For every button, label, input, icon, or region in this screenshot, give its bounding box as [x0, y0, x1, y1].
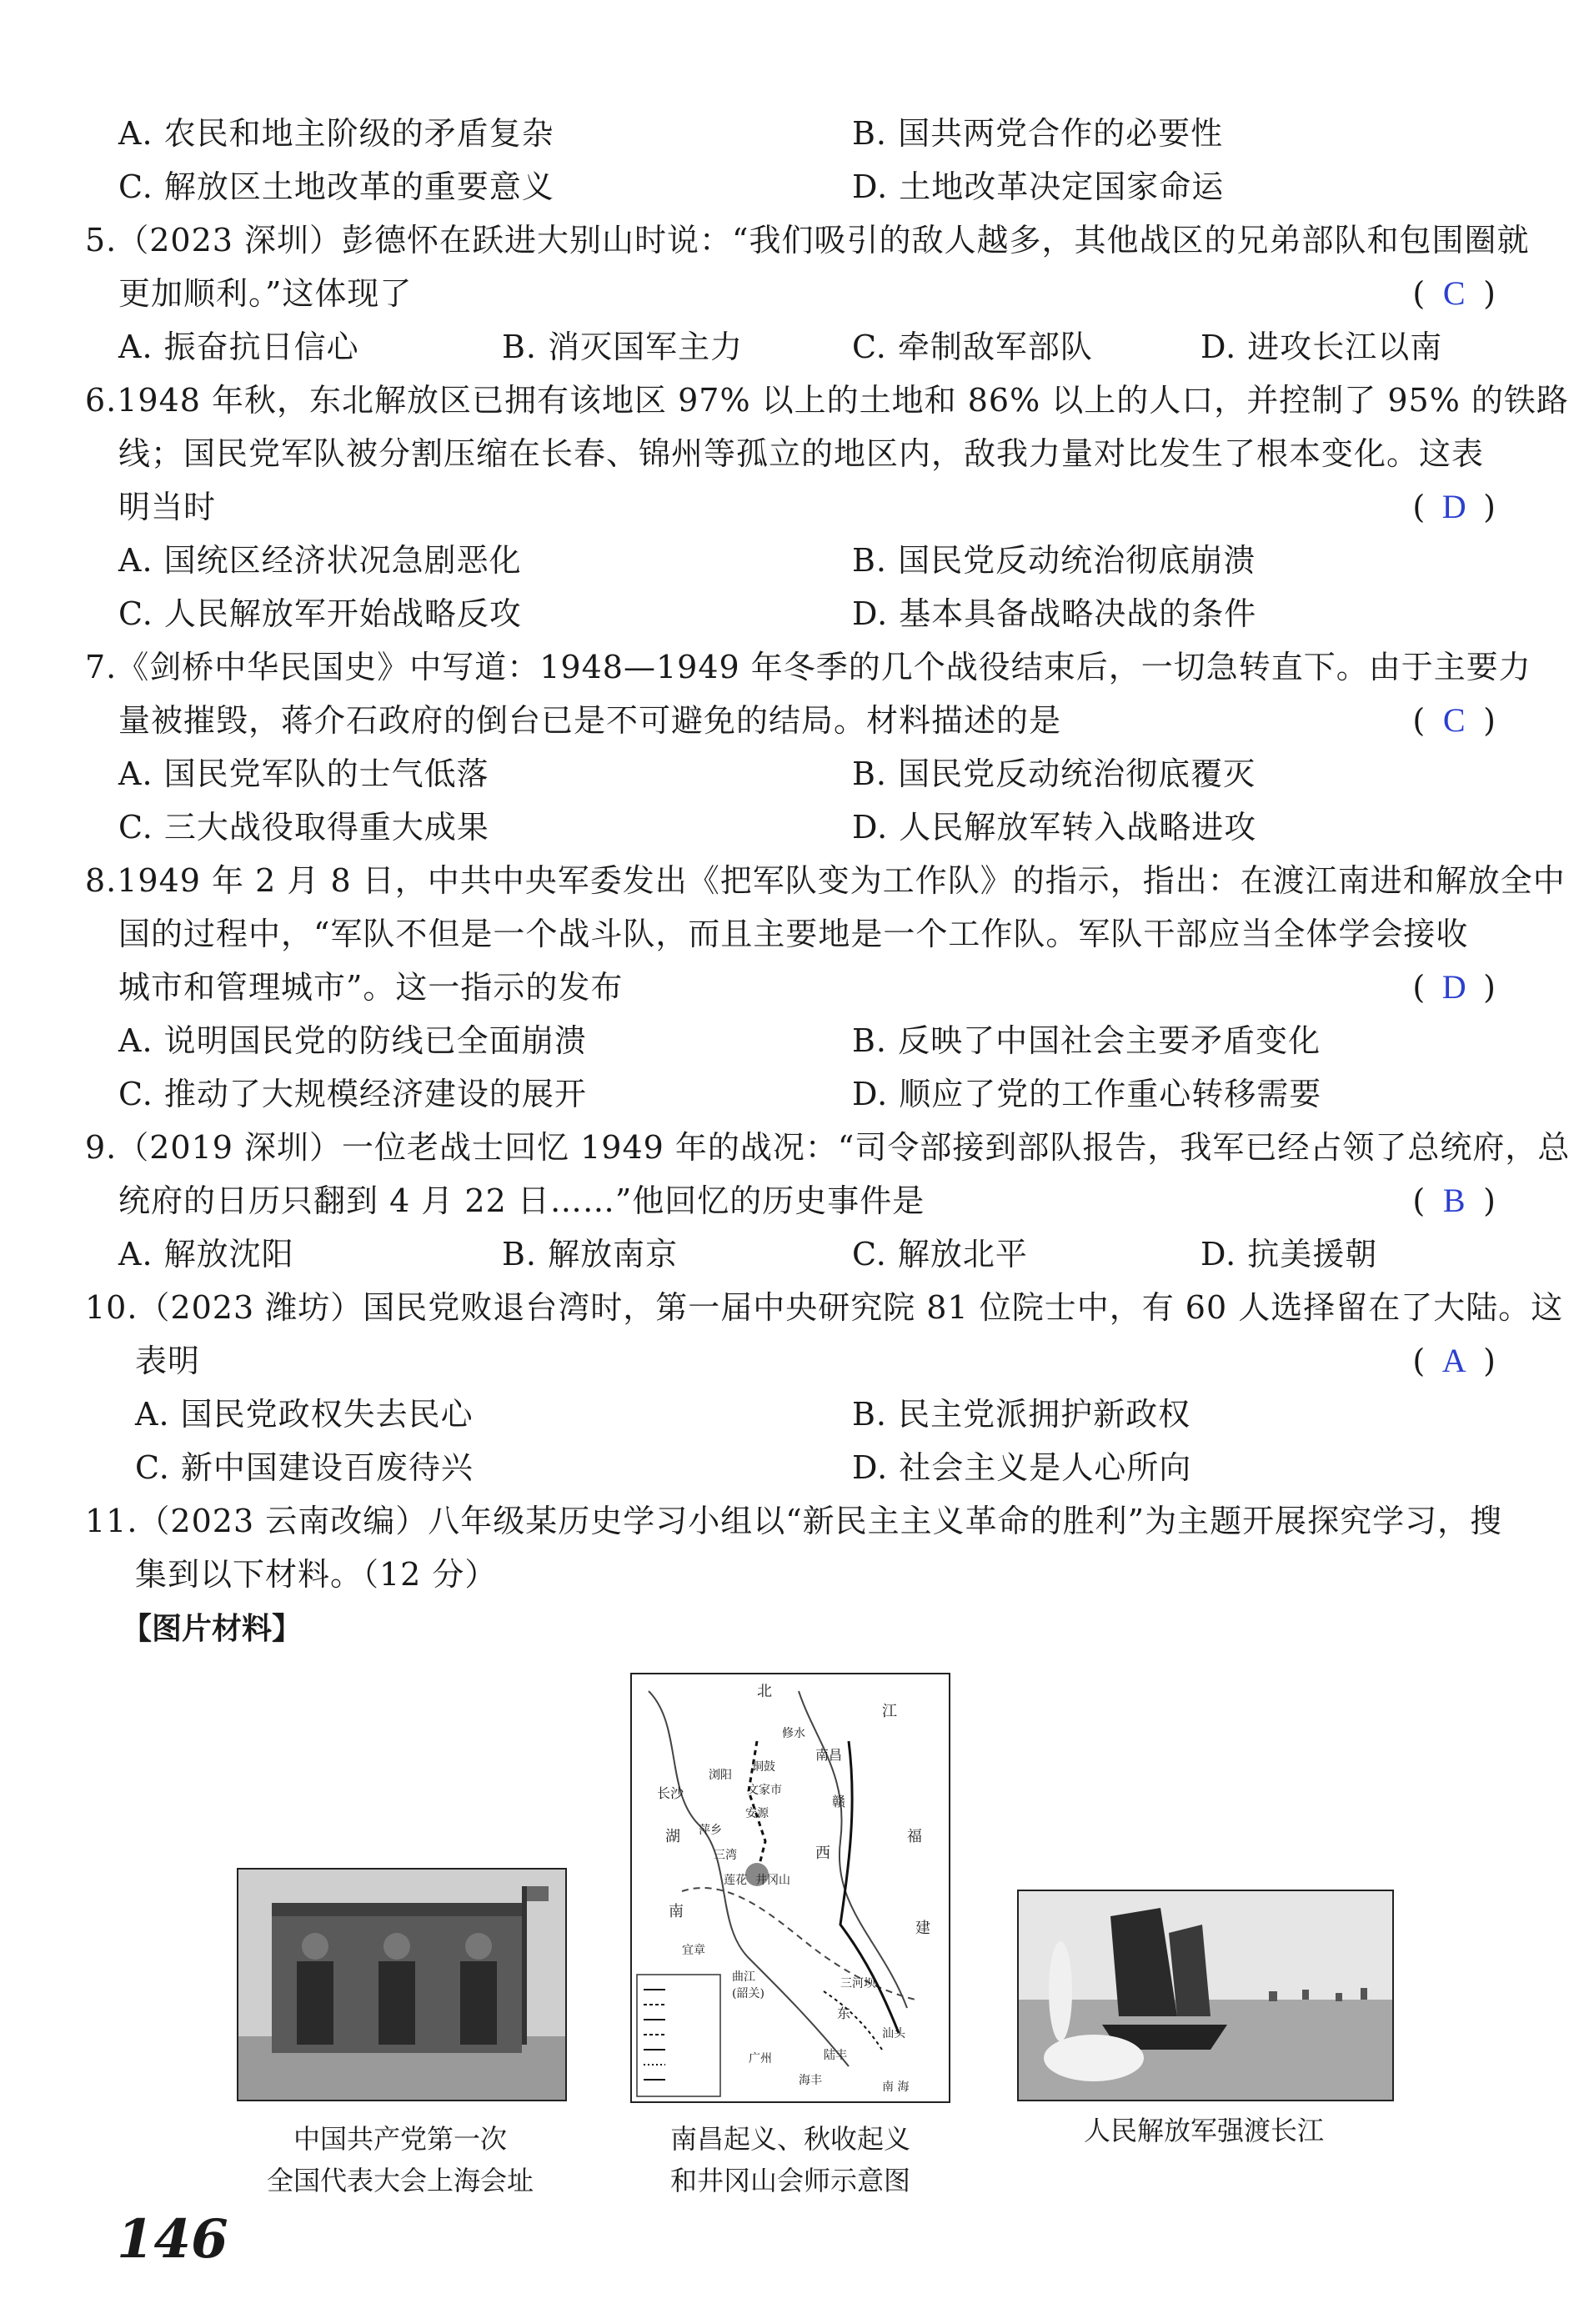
q6-stem-line2: 线；国民党军队被分割压缩在长春、锦州等孤立的地区内，敌我力量对比发生了根本变化。这表 [118, 435, 1485, 472]
q7-answer: ( C ) [1412, 697, 1496, 744]
boat-illustration [1019, 1891, 1392, 2100]
map-nanchang-uprising [630, 1673, 950, 2103]
map-label-nanchang: 南昌 [815, 1747, 843, 1763]
q10-option-d: D. 社会主义是人心所向 [852, 1449, 1192, 1486]
q10-answer: ( A ) [1412, 1338, 1496, 1384]
q9-option-c: C. 解放北平 [852, 1236, 1028, 1272]
q10-stem-line2: 表明 [135, 1343, 201, 1379]
q7-option-d: D. 人民解放军转入战略进攻 [852, 809, 1257, 846]
q8-stem-line3: 城市和管理城市”。这一指示的发布 [118, 969, 624, 1006]
q11-stem-line2: 集到以下材料。（12 分） [135, 1556, 498, 1593]
section-title-picture-materials: 【图片材料】 [122, 1612, 303, 1646]
q8-option-b: B. 反映了中国社会主要矛盾变化 [852, 1022, 1321, 1059]
map-label-haifeng: 海丰 [799, 2074, 822, 2087]
q6-option-d: D. 基本具备战略决战的条件 [852, 595, 1257, 632]
map-label-jian: 建 [915, 1920, 930, 1937]
fig1-caption-line1: 中国共产党第一次 [293, 2123, 507, 2155]
q5-option-a: A. 振奋抗日信心 [118, 329, 359, 365]
q8-option-c: C. 推动了大规模经济建设的展开 [118, 1076, 587, 1112]
map-label-shaoguan: 曲江 (韶关) [732, 1970, 764, 2000]
map-label-liuyang: 浏阳 [709, 1769, 732, 1782]
q5-option-d: D. 进攻长江以南 [1201, 329, 1443, 365]
q8-option-a: A. 说明国民党的防线已全面崩溃 [118, 1022, 587, 1059]
q5-stem-line1: 5.（2023 深圳）彭德怀在跃进大别山时说：“我们吸引的敌人越多，其他战区的兄弟部队和包围圈就 [85, 222, 1530, 259]
q9-answer: ( B ) [1412, 1177, 1496, 1224]
map-label-lianhua: 莲花 [724, 1874, 747, 1887]
q6-answer-letter: D [1441, 488, 1466, 525]
q8-stem-line2: 国的过程中，“军队不但是一个战斗队，而且主要地是一个工作队。军队干部应当全体学会接收 [118, 916, 1469, 952]
q4-option-c: C. 解放区土地改革的重要意义 [118, 168, 554, 205]
map-label-guangzhou: 广州 [749, 2052, 772, 2065]
q10-option-c: C. 新中国建设百废待兴 [135, 1449, 474, 1486]
map-label-yichang: 宜章 [682, 1944, 705, 1957]
map-label-anyuan: 安源 [745, 1807, 769, 1820]
map-label-lufeng: 陆丰 [824, 2049, 847, 2062]
q7-option-b: B. 国民党反动统治彻底覆灭 [852, 755, 1256, 792]
q10-answer-letter: A [1441, 1342, 1466, 1379]
map-label-jiang: 江 [882, 1703, 897, 1720]
photo-first-congress-site [237, 1868, 567, 2101]
q7-stem-line2: 量被摧毁，蒋介石政府的倒台已是不可避免的结局。材料描述的是 [118, 702, 1062, 739]
map-label-nan: 南 [669, 1903, 684, 1920]
q6-answer: ( D ) [1412, 484, 1496, 530]
map-label-hu: 湖 [665, 1828, 680, 1845]
q5-stem-line2: 更加顺利。”这体现了 [118, 275, 413, 312]
photo-crossing-yangtze [1017, 1890, 1394, 2101]
q10-option-a: A. 国民党政权失去民心 [135, 1396, 474, 1433]
q7-answer-letter: C [1442, 701, 1466, 739]
q8-option-d: D. 顺应了党的工作重心转移需要 [852, 1076, 1322, 1112]
map-label-shantou: 汕头 [882, 2027, 905, 2040]
fig2-caption-line2: 和井冈山会师示意图 [669, 2165, 910, 2196]
q10-option-b: B. 民主党派拥护新政权 [852, 1396, 1191, 1433]
q9-stem-line1: 9.（2019 深圳）一位老战士回忆 1949 年的战况：“司令部接到部队报告，我军已经占领了总统府，总 [85, 1129, 1571, 1166]
map-label-xi: 西 [815, 1845, 830, 1862]
q6-stem-line1: 6.1948 年秋，东北解放区已拥有该地区 97% 以上的土地和 86% 以上的人口，并控制了 95% 的铁路 [85, 382, 1569, 419]
fig1-caption-line2: 全国代表大会上海会址 [266, 2165, 534, 2196]
map-label-changsha: 长沙 [657, 1785, 684, 1801]
q7-stem-line1: 7.《剑桥中华民国史》中写道：1948—1949 年冬季的几个战役结束后，一切急转直下。由于主要力 [85, 649, 1531, 685]
q6-stem-line3: 明当时 [118, 489, 217, 525]
q7-option-c: C. 三大战役取得重大成果 [118, 809, 489, 846]
map-label-gan: 赣 [832, 1794, 846, 1810]
map-label-dong: 东 [837, 2005, 851, 2021]
q4-option-d: D. 土地改革决定国家命运 [852, 168, 1225, 205]
q8-answer-letter: D [1441, 968, 1466, 1006]
q8-answer: ( D ) [1412, 964, 1496, 1011]
page-number: 146 [117, 2208, 228, 2271]
map-label-north: 北 [757, 1683, 772, 1700]
q6-option-c: C. 人民解放军开始战略反攻 [118, 595, 522, 632]
q5-option-c: C. 牵制敌军部队 [852, 329, 1093, 365]
q5-answer-letter: C [1442, 274, 1466, 312]
fig2-caption-line1: 南昌起义、秋收起义 [669, 2123, 910, 2155]
map-label-wenjiashi: 文家市 [747, 1784, 782, 1797]
q9-option-d: D. 抗美援朝 [1201, 1236, 1378, 1272]
map-label-nanhai: 南 海 [882, 2081, 910, 2094]
q9-answer-letter: B [1442, 1182, 1466, 1219]
map-label-pingxiang: 萍乡 [699, 1824, 722, 1837]
q4-option-b: B. 国共两党合作的必要性 [852, 115, 1224, 152]
q10-stem-line1: 10.（2023 潍坊）国民党败退台湾时，第一届中央研究院 81 位院士中，有 60 人选择留在了大陆。这 [85, 1289, 1564, 1326]
map-label-xiushui: 修水 [782, 1727, 805, 1740]
q9-stem-line2: 统府的日历只翻到 4 月 22 日……”他回忆的历史事件是 [118, 1182, 925, 1219]
q9-option-b: B. 解放南京 [502, 1236, 679, 1272]
q5-answer: ( C ) [1412, 270, 1496, 317]
fig3-caption: 人民解放军强渡长江 [1083, 2115, 1324, 2146]
q7-option-a: A. 国民党军队的士气低落 [118, 755, 489, 792]
map-label-fu: 福 [907, 1828, 922, 1845]
q8-stem-line1: 8.1949 年 2 月 8 日，中共中央军委发出《把军队变为工作队》的指示，指出：在渡江南进和解放全中 [85, 862, 1566, 899]
q9-option-a: A. 解放沈阳 [118, 1236, 294, 1272]
q11-stem-line1: 11.（2023 云南改编）八年级某历史学习小组以“新民主主义革命的胜利”为主题开展探究学习，搜 [85, 1503, 1503, 1539]
map-label-jinggangshan: 井冈山 [755, 1874, 790, 1887]
q5-option-b: B. 消灭国军主力 [502, 329, 744, 365]
map-label-sanwan: 三湾 [714, 1849, 737, 1862]
q6-option-b: B. 国民党反动统治彻底崩溃 [852, 542, 1256, 579]
q6-option-a: A. 国统区经济状况急剧恶化 [118, 542, 522, 579]
q4-option-a: A. 农民和地主阶级的矛盾复杂 [118, 115, 554, 152]
map-label-tonggu: 铜鼓 [752, 1760, 775, 1774]
building-illustration [238, 1870, 565, 2100]
map-label-sanheba: 三河坝 [840, 1977, 875, 1990]
